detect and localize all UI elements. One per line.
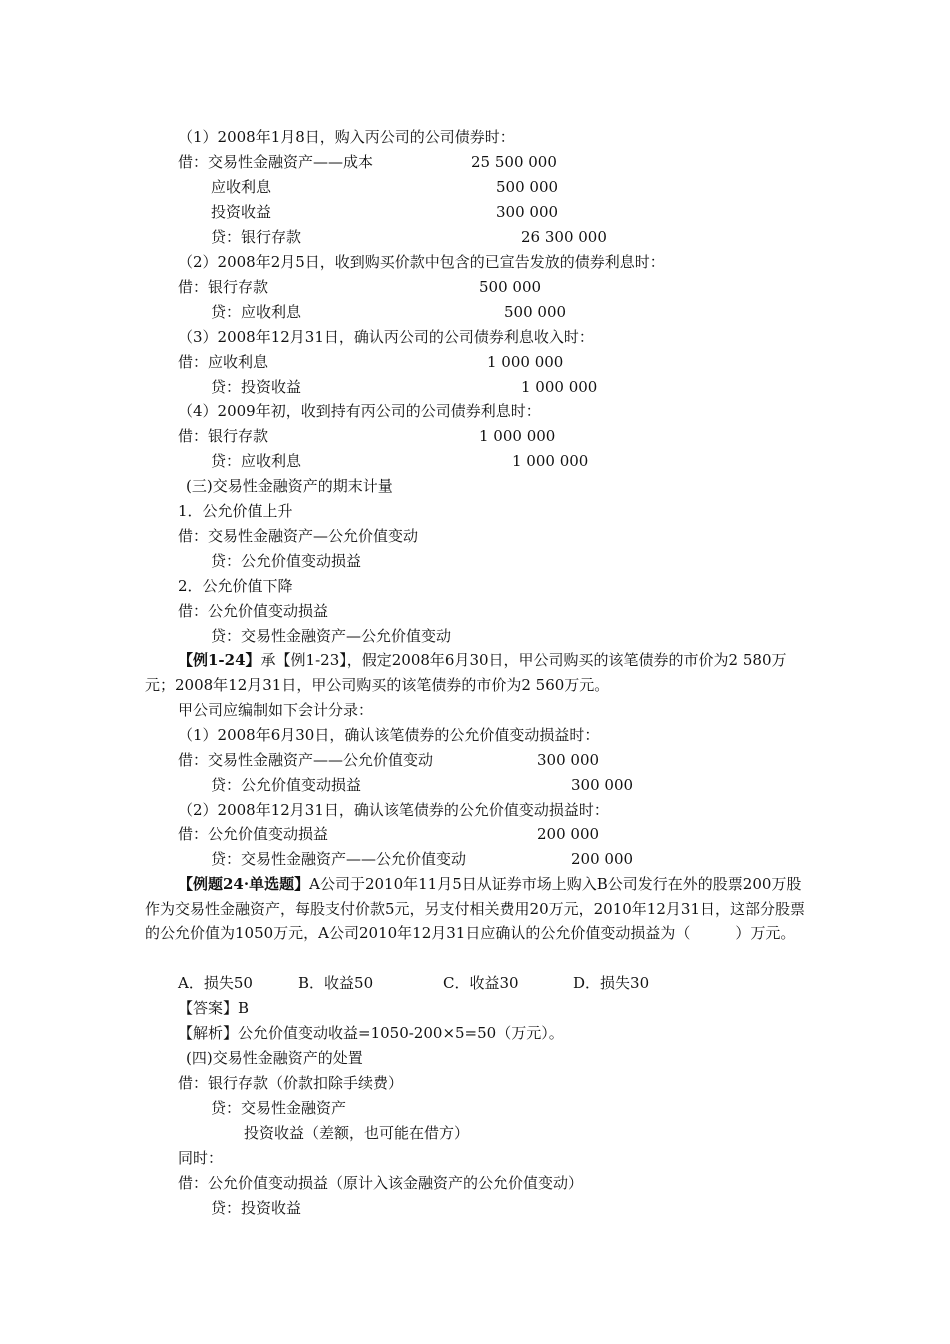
- entry-heading: （1）2008年1月8日，购入丙公司的公司债券时：: [178, 128, 515, 146]
- credit-line: 贷：交易性金融资产——公允价值变动: [211, 850, 467, 868]
- debit-line: 应收利息: [211, 178, 272, 196]
- credit-line: 贷：应收利息: [211, 303, 302, 321]
- section-heading: (四)交易性金融资产的处置: [186, 1049, 363, 1067]
- question-paragraph: [145, 872, 810, 946]
- sub-heading: 2．公允价值下降: [178, 577, 293, 595]
- intro-line: 甲公司应编制如下会计分录：: [178, 701, 374, 719]
- section-heading: (三)交易性金融资产的期末计量: [186, 477, 393, 495]
- option-a: A．损失50: [178, 974, 253, 992]
- credit-amount: 26 300 000: [521, 228, 607, 246]
- credit-line: 贷：银行存款: [211, 228, 302, 246]
- debit-amount: 1 000 000: [479, 427, 556, 445]
- debit-line: 借：银行存款（价款扣除手续费）: [178, 1074, 404, 1092]
- debit-amount: 300 000: [537, 751, 600, 769]
- note-line: 同时：: [178, 1149, 224, 1167]
- entry-heading: （1）2008年6月30日，确认该笔债券的公允价值变动损益时：: [178, 726, 600, 744]
- credit-line: 贷：投资收益: [211, 378, 302, 396]
- debit-amount: 25 500 000: [471, 153, 557, 171]
- example-label: 【例1-24】: [178, 651, 261, 669]
- entry-heading: （2）2008年2月5日，收到购买价款中包含的已宣告发放的债券利息时：: [178, 253, 665, 271]
- entry-heading: （3）2008年12月31日，确认丙公司的公司债券利息收入时：: [178, 328, 594, 346]
- entry-heading: （4）2009年初，收到持有丙公司的公司债券利息时：: [178, 402, 541, 420]
- option-d: D．损失30: [573, 974, 650, 992]
- debit-line: 借：公允价值变动损益: [178, 602, 329, 620]
- option-b: B．收益50: [298, 974, 374, 992]
- option-c: C．收益30: [443, 974, 519, 992]
- credit-amount: 1 000 000: [512, 452, 589, 470]
- debit-line: 借：应收利息: [178, 353, 269, 371]
- debit-amount: 200 000: [537, 825, 600, 843]
- debit-amount: 500 000: [479, 278, 542, 296]
- credit-amount: 300 000: [571, 776, 634, 794]
- debit-amount: 1 000 000: [487, 353, 564, 371]
- credit-line: 投资收益（差额，也可能在借方）: [244, 1124, 470, 1142]
- credit-line: 贷：公允价值变动损益: [211, 776, 362, 794]
- debit-line: 借：交易性金融资产——公允价值变动: [178, 751, 434, 769]
- credit-amount: 500 000: [504, 303, 567, 321]
- analysis-line: 【解析】公允价值变动收益=1050-200×5=50（万元）。: [178, 1024, 564, 1042]
- credit-line: 贷：投资收益: [211, 1199, 302, 1217]
- question-text: A公司于2010年11月5日从证券市场上购入B公司发行在外的股票200万股作为交易性金融资产，每股支付价款5元，另支付相关费用20万元，2010年12月31日，这部分股票的公允价值为1050万元，A公司2010年12月31日应确认的公允价值变动损益为（ ）万元。: [145, 875, 805, 942]
- credit-line: 贷：应收利息: [211, 452, 302, 470]
- credit-amount: 1 000 000: [521, 378, 598, 396]
- answer-line: 【答案】B: [178, 999, 250, 1017]
- debit-line: 借：交易性金融资产——成本: [178, 153, 374, 171]
- credit-amount: 200 000: [571, 850, 634, 868]
- debit-line: 借：公允价值变动损益（原计入该金融资产的公允价值变动）: [178, 1174, 584, 1192]
- credit-line: 贷：交易性金融资产: [211, 1099, 347, 1117]
- debit-line: 借：银行存款: [178, 427, 269, 445]
- debit-line: 投资收益: [211, 203, 272, 221]
- entry-heading: （2）2008年12月31日，确认该笔债券的公允价值变动损益时：: [178, 801, 609, 819]
- sub-heading: 1．公允价值上升: [178, 502, 293, 520]
- debit-amount: 500 000: [496, 178, 559, 196]
- debit-amount: 300 000: [496, 203, 559, 221]
- debit-line: 借：银行存款: [178, 278, 269, 296]
- example-text: 承【例1-23】，假定2008年6月30日，甲公司购买的该笔债券的市价为2 580万元；2008年12月31日，甲公司购买的该笔债券的市价为2 560万元。: [145, 651, 787, 694]
- example-paragraph: [145, 648, 810, 697]
- debit-line: 借：交易性金融资产—公允价值变动: [178, 527, 419, 545]
- credit-line: 贷：交易性金融资产—公允价值变动: [211, 627, 452, 645]
- question-label: 【例题24·单选题】: [178, 875, 310, 893]
- debit-line: 借：公允价值变动损益: [178, 825, 329, 843]
- credit-line: 贷：公允价值变动损益: [211, 552, 362, 570]
